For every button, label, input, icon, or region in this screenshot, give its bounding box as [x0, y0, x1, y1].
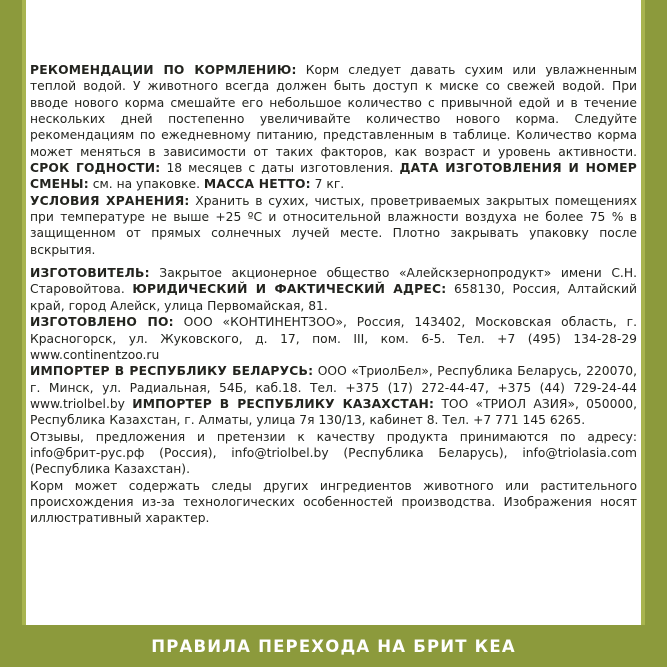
footer-title: ПРАВИЛА ПЕРЕХОДА НА БРИТ КЕА [151, 637, 516, 656]
shelf-life-body: 18 месяцев с даты изготовления. [160, 161, 400, 176]
manufacturer-body: Закрытое акционерное общество «Алейскзернопродукт» имени С.Н. Старовойтова. [30, 266, 637, 297]
spacer-1 [30, 258, 637, 265]
footer-title-clip [0, 625, 667, 667]
storage-heading: УСЛОВИЯ ХРАНЕНИЯ: [30, 193, 190, 208]
produced-by-body: ООО «КОНТИНЕНТЗОО», Россия, 143402, Московская область, г. Красногорск, ул. Жуковского, д. 17, пом. III, ком. 6-5. Тел. +7 (495) 134-28-29 www.continentzoo.ru [30, 315, 637, 362]
shelf-life-heading: СРОК ГОДНОСТИ: [30, 161, 161, 176]
storage-conditions-paragraph [30, 193, 637, 258]
date-batch-body: см. на упаковке. [88, 177, 204, 192]
feedback-paragraph: Отзывы, предложения и претензии к качеству продукта принимаются по адресу: info@брит-рус.рф (Россия), info@triolbel.by (Республика Беларусь), info@triolasia.com (Республика Казахстан). [30, 429, 637, 477]
feeding-recommendations-paragraph [30, 62, 637, 193]
importer-kazakhstan-heading: ИМПОРТЕР В РЕСПУБЛИКУ КАЗАХСТАН: [132, 396, 435, 411]
feeding-body: Корм следует давать сухим или увлажненным теплой водой. У животного всегда должен быть доступ к миске со свежей водой. При вводе нового корма смешайте его небольшое количество с привычной едой и в течение нескольких дней постепенно увеличивайте количество нового корма. Следуйте рекомендациям по ежедневному питанию, представленным в таблице. Количество корма может меняться в зависимости от таких факторов, как возраст и уровень активности. [30, 63, 637, 159]
label-text-content [30, 62, 637, 527]
feeding-heading: РЕКОМЕНДАЦИИ ПО КОРМЛЕНИЮ: [30, 63, 297, 77]
produced-by-paragraph [30, 314, 637, 363]
legal-address-heading: ЮРИДИЧЕСКИЙ И ФАКТИЧЕСКИЙ АДРЕС: [132, 282, 447, 297]
right-green-border-inner-stripe [641, 0, 645, 667]
footer-green-band [0, 625, 667, 667]
net-weight-body: 7 кг. [310, 177, 345, 192]
date-batch-heading: ДАТА ИЗГОТОВЛЕНИЯ И НОМЕР СМЕНЫ: [30, 161, 637, 192]
net-weight-heading: МАССА НЕТТО: [203, 177, 311, 192]
manufacturer-paragraph [30, 265, 637, 314]
importers-paragraph [30, 363, 637, 428]
right-green-border [641, 0, 667, 667]
legal-address-body: 658130, Россия, Алтайский край, город Алейск, улица Первомайская, 81. [30, 282, 637, 313]
importer-kazakhstan-body: ТОО «ТРИОЛ АЗИЯ», 050000, Республика Казахстан, г. Алматы, улица 7я 130/13, кабинет 8. Тел. +7 771 145 6265. [30, 396, 638, 428]
storage-body: Хранить в сухих, чистых, проветриваемых закрытых помещениях при температуре не выше +25 ºC и относительной влажности воздуха не более 75 % в защищенном от прямых солнечных лучей месте. Плотно закрывать упаковку после вскрытия. [30, 193, 637, 257]
manufacturer-heading: ИЗГОТОВИТЕЛЬ: [30, 266, 150, 281]
disclaimer-paragraph: Корм может содержать следы других ингредиентов животного или растительного происхождения из-за технологических особенностей производства. Изображения носят иллюстративный характер. [30, 478, 637, 526]
left-green-border [0, 0, 26, 667]
left-green-border-inner-stripe [22, 0, 26, 667]
produced-by-heading: ИЗГОТОВЛЕНО ПО: [30, 315, 174, 330]
importer-belarus-heading: ИМПОРТЕР В РЕСПУБЛИКУ БЕЛАРУСЬ: [30, 364, 314, 379]
importer-belarus-body: ООО «ТриолБел», Республика Беларусь, 220070, г. Минск, ул. Радиальная, 54Б, каб.18. Тел. +375 (17) 272-44-47, +375 (44) 729-24-44 www.triolbel.by [30, 364, 638, 411]
